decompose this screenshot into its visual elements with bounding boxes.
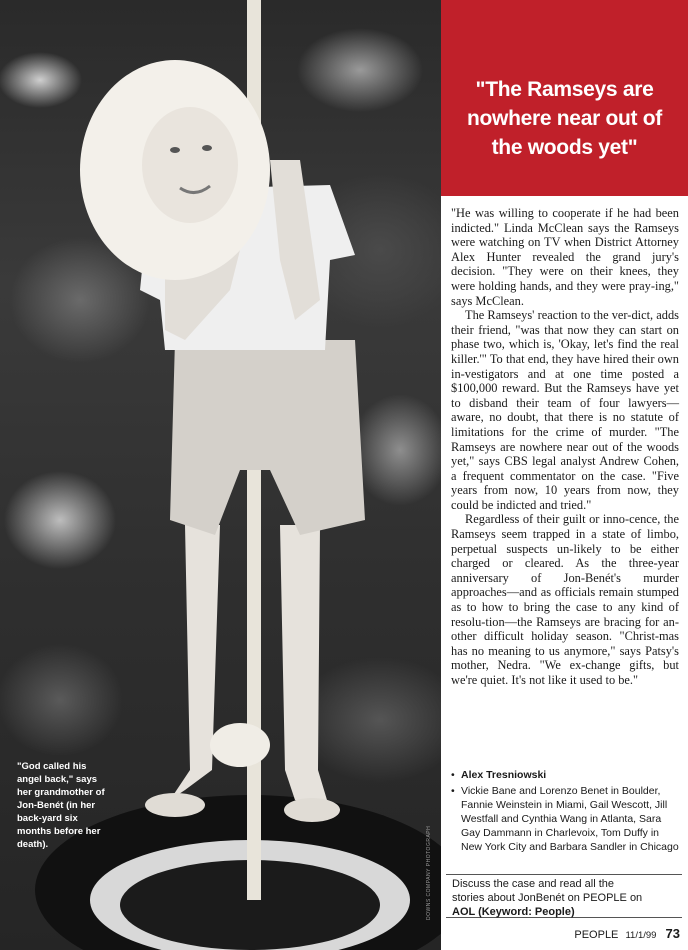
pull-quote: "The Ramseys are nowhere near out of the woods yet" — [467, 77, 662, 159]
reporters-credit — [451, 784, 681, 854]
issue-date: 11/1/99 — [625, 930, 657, 941]
author-credit — [451, 768, 681, 782]
photo-caption: "God called his angel back," says her grandmother of Jon-Benét (in her back-yard six months before her death). — [17, 761, 105, 850]
article-body — [451, 206, 679, 688]
bullet-icon: • — [451, 769, 455, 781]
article-credits — [451, 768, 681, 856]
article-paragraph: The Ramseys' reaction to the ver-dict, adds their friend, "was that now they can start on phase two, which is, 'Okay, let's find the real killer.'" To that end, they have hired their own in-vestigators and at one time posted a $100,000 reward. But the Ramseys have yet to disband their team of four lawyers—aware, no doubt, that there is no statute of limitations for the crime of murder. "The Ramseys are nowhere near out of the woods yet," says CBS legal analyst Andrew Cohen, a frequent commentator on the case. "Five years from now, 10 years from now, they could be indicted and tried." — [451, 308, 679, 512]
promo-line-1: Discuss the case and read all the — [452, 878, 615, 890]
photo-credit: DOWNS COMPANY PHOTOGRAPH — [426, 825, 432, 920]
page-number: 73 — [665, 926, 680, 941]
author-name: Alex Tresniowski — [461, 769, 547, 781]
page-footer — [530, 926, 680, 941]
bullet-icon: • — [451, 785, 455, 797]
promo-line-2: stories about JonBenét on PEOPLE on — [452, 892, 643, 904]
magazine-name: PEOPLE — [574, 929, 619, 941]
promo-line-3: AOL (Keyword: People) — [452, 906, 575, 918]
article-paragraph: Regardless of their guilt or inno-cence, the Ramseys seem trapped in a state of limbo, perpetual suspects un-likely to be either charged or cleared. As the three-year anniversary of Jon-Benét's murder approaches—and as officials remain stumped as to how to bring the case to any kind of resolu-tion—the Ramseys are bracing for an-other difficult holiday season. "Christ-mas has no meaning to us anymore," says Patsy's mother, Nedra. "We ex-change gifts, but we're quiet. It's not like it used to be." — [451, 512, 679, 687]
article-paragraph: "He was willing to cooperate if he had been indicted." Linda McClean says the Ramseys were watching on TV when District Attorney Alex Hunter revealed the grand jury's decision. "They were on their knees, they were holding hands, and they were pray-ing," says McClean. — [451, 206, 679, 308]
pull-quote-box — [441, 0, 688, 196]
aol-promo-box — [446, 874, 682, 918]
reporters-list: Vickie Bane and Lorenzo Benet in Boulder, Fannie Weinstein in Miami, Gail Wescott, Jill Westfall and Cynthia Wang in Atlanta, Sara Gay Dammann in Charlevoix, Tom Duffy in New York City and Barbara Sandler in Chicago — [461, 785, 679, 853]
